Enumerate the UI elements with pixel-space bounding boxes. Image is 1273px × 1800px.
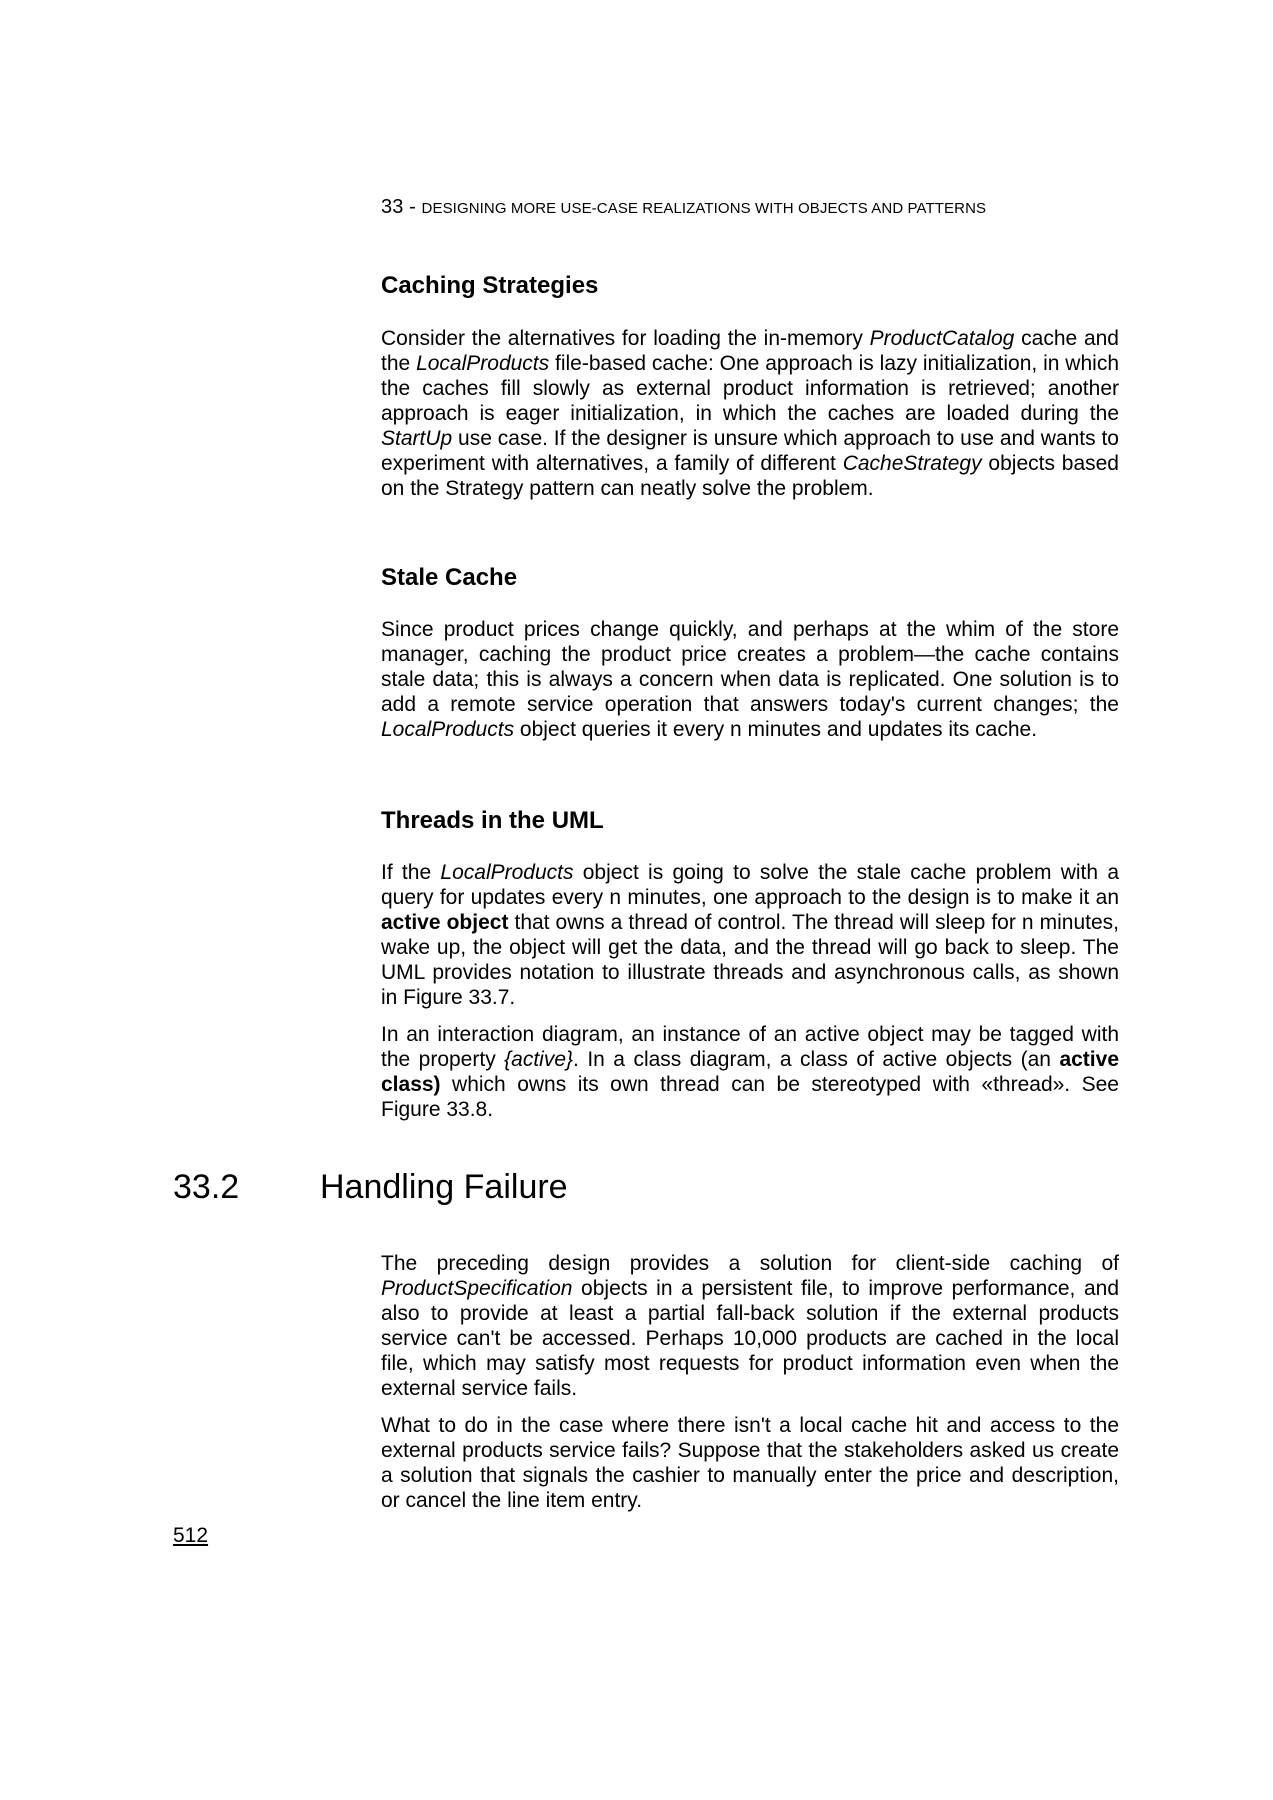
running-head-chapter-number: 33 - bbox=[381, 196, 422, 218]
heading-caching-strategies: Caching Strategies bbox=[381, 272, 599, 299]
page-number: 512 bbox=[173, 1524, 209, 1547]
section-number: 33.2 bbox=[173, 1168, 240, 1206]
paragraph-threads-1: If the LocalProducts object is going to solve the stale cache problem with a query for updates every n minutes, one approach to the design is to make it an active object that owns a thread of control. The thread will sleep for n minutes, wake up, the object will get the data, and the thread will go back to sleep. The UML provides notation to illustrate threads and asynchronous calls, as shown in Figure 33.7. bbox=[381, 861, 1120, 1009]
heading-threads-uml: Threads in the UML bbox=[381, 807, 604, 834]
paragraph-failure-2: What to do in the case where there isn't a local cache hit and access to the external products service fails? Suppose that the stakeholders asked us create a solution that signals the cashier to manually enter the price and description, or cancel the line item entry. bbox=[381, 1414, 1119, 1512]
paragraph-failure-1: The preceding design provides a solution for client-side caching of ProductSpecification objects in a persistent file, to improve performance, and also to provide at least a partial fall-back solution if the external products service can't be accessed. Perhaps 10,000 products are cached in the local file, which may satisfy most requests for product information even when the external service fails. bbox=[381, 1252, 1119, 1400]
paragraph-caching: Consider the alternatives for loading the in-memory ProductCatalog cache and the LocalProducts file-based cache: One approach is lazy initialization, in which the caches fill slowly as external product information is retrieved; another approach is eager initialization, in which the caches are loaded during the StartUp use case. If the designer is unsure which approach to use and wants to experiment with alternatives, a family of different CacheStrategy objects based on the Strategy pattern can neatly solve the problem. bbox=[381, 327, 1120, 500]
paragraph-stale-cache: Since product prices change quickly, and perhaps at the whim of the store manager, caching the product price creates a problem—the cache contains stale data; this is always a concern when data is replicated. One solution is to add a remote service operation that answers today's current changes; the LocalProducts object queries it every n minutes and updates its cache. bbox=[381, 618, 1119, 741]
heading-stale-cache: Stale Cache bbox=[381, 564, 518, 591]
paragraph-threads-2: In an interaction diagram, an instance of an active object may be tagged with the property {active}. In a class diagram, a class of active objects (an active class) which owns its own thread can be stereotyped with «thread». See Figure 33.8. bbox=[381, 1023, 1119, 1121]
running-head bbox=[381, 196, 986, 219]
running-head-chapter-title: DESIGNING MORE USE-CASE REALIZATIONS WITH OBJECTS AND PATTERNS bbox=[421, 200, 987, 217]
section-title: Handling Failure bbox=[320, 1168, 568, 1206]
